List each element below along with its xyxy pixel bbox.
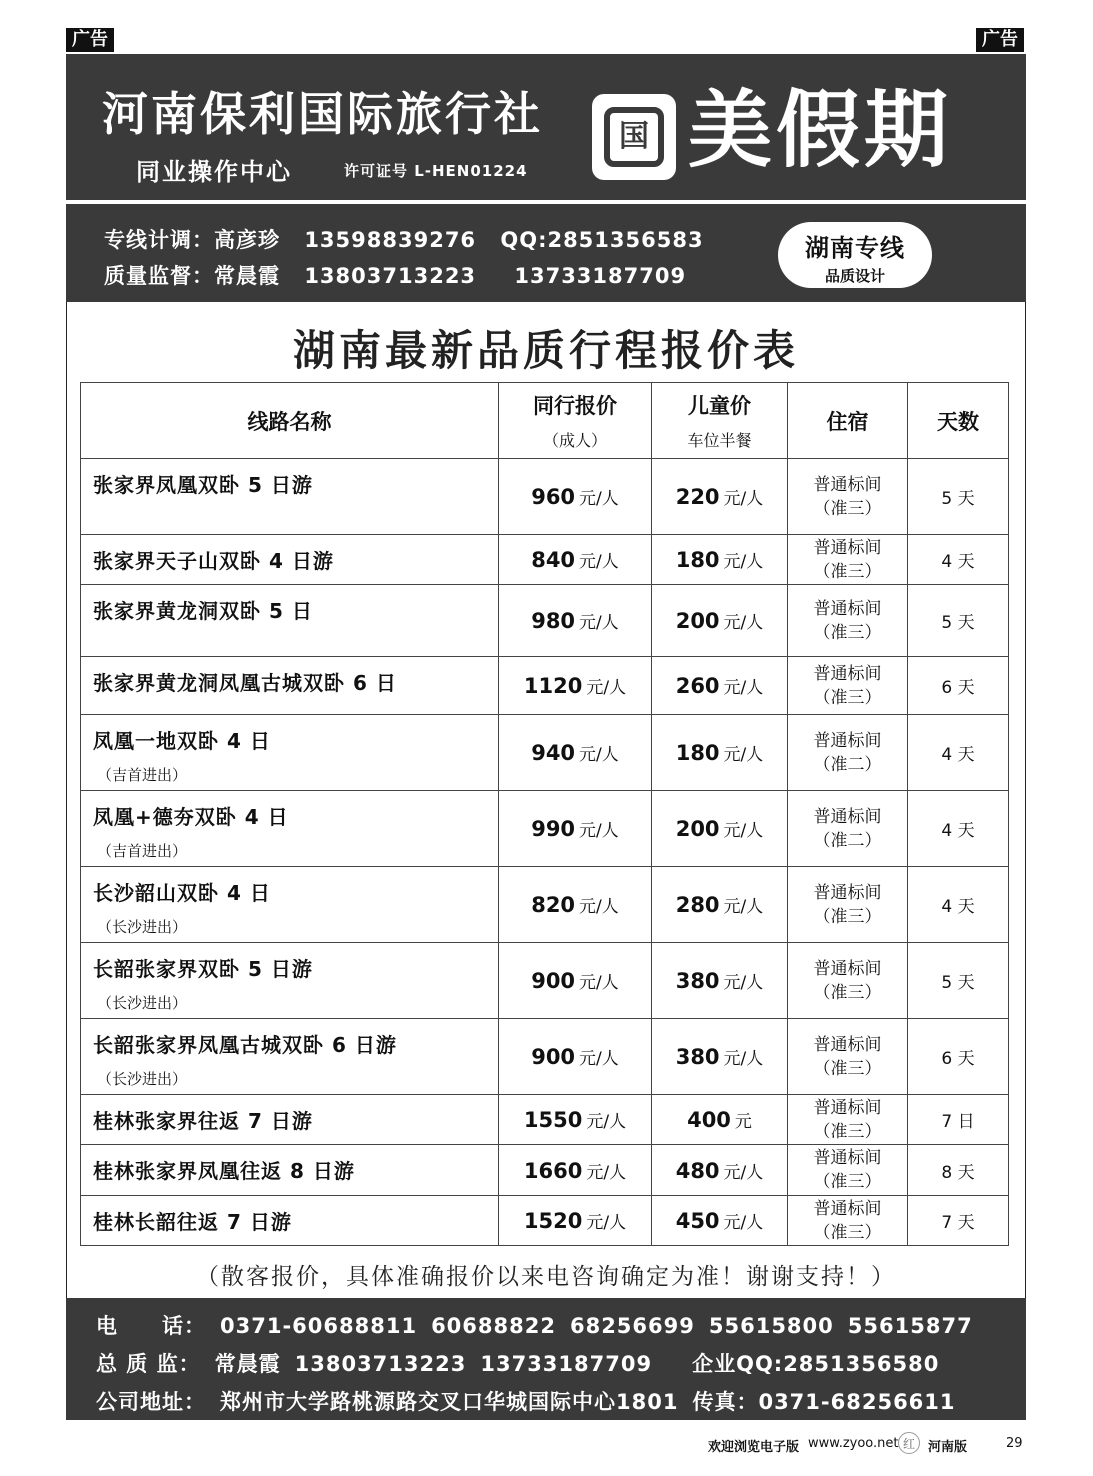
adult-price-unit: 元/人 — [579, 897, 619, 917]
footer-address: 郑州市大学路桃源路交叉口华城国际中心1801 — [220, 1390, 679, 1414]
table-row — [81, 657, 1009, 715]
stay-type: 普通标间 — [813, 1034, 882, 1055]
site-link[interactable]: www.zyoo.net — [808, 1436, 899, 1451]
contact-band — [66, 204, 1026, 302]
adult-price: 1120 — [523, 674, 583, 698]
adult-price: 960 — [531, 485, 576, 509]
footer-phone-4: 55615800 — [708, 1314, 834, 1338]
adult-price-cell — [499, 943, 652, 1019]
footer-enterprise-qq: 企业QQ:2851356580 — [692, 1352, 940, 1376]
footer-supervisor-phone-2: 13733187709 — [480, 1352, 653, 1376]
child-price-unit: 元/人 — [723, 897, 764, 917]
stay-cell — [788, 1019, 908, 1095]
quality-label: 质量监督：常晨霞 — [104, 264, 280, 288]
adult-price: 990 — [531, 817, 576, 841]
days-cell: 4 天 — [908, 535, 1009, 585]
route-name: 张家界黄龙洞凤凰古城双卧 6 日 — [93, 671, 397, 695]
welcome-text: 欢迎浏览电子版 — [708, 1440, 800, 1455]
adult-price: 900 — [531, 1045, 576, 1069]
page-number: 29 — [1006, 1436, 1023, 1451]
child-price-unit: 元/人 — [723, 489, 764, 509]
stay-type: 普通标间 — [813, 598, 882, 619]
stay-grade: （准三） — [813, 906, 882, 927]
header-child-price — [652, 383, 788, 459]
adult-price-unit: 元/人 — [579, 613, 619, 633]
child-price-cell — [652, 1095, 788, 1145]
stay-grade: （准三） — [813, 1222, 882, 1243]
route-name: 张家界天子山双卧 4 日游 — [93, 549, 334, 573]
route-cell — [81, 585, 499, 657]
stay-type: 普通标间 — [813, 1097, 882, 1118]
adult-price: 820 — [531, 893, 576, 917]
stay-cell — [788, 1196, 908, 1246]
route-cell — [81, 867, 499, 943]
adult-price: 1520 — [523, 1209, 583, 1233]
child-price-cell — [652, 1196, 788, 1246]
child-price-cell — [652, 459, 788, 535]
route-name: 凤凰一地双卧 4 日 — [93, 729, 271, 753]
child-price-unit: 元/人 — [723, 1049, 764, 1069]
stay-type: 普通标间 — [813, 537, 882, 558]
table-row — [81, 459, 1009, 535]
route-name: 桂林张家界凤凰往返 8 日游 — [93, 1159, 355, 1183]
days-cell: 8 天 — [908, 1145, 1009, 1196]
table-row — [81, 943, 1009, 1019]
adult-price: 900 — [531, 969, 576, 993]
price-footnote: （散客报价，具体准确报价以来电咨询确定为准！谢谢支持！） — [196, 1264, 896, 1290]
table-row — [81, 535, 1009, 585]
stay-grade: （准三） — [813, 498, 882, 519]
red-circle-icon: 红 — [898, 1432, 920, 1454]
stay-cell — [788, 657, 908, 715]
route-cell — [81, 943, 499, 1019]
days-cell: 4 天 — [908, 715, 1009, 791]
days-cell: 5 天 — [908, 943, 1009, 1019]
child-price-cell — [652, 1019, 788, 1095]
child-price-unit: 元/人 — [723, 613, 764, 633]
stay-type: 普通标间 — [813, 958, 882, 979]
adult-price-unit: 元/人 — [579, 745, 619, 765]
child-price: 180 — [675, 548, 720, 572]
route-name: 长沙韶山双卧 4 日 — [93, 881, 271, 905]
child-price-cell — [652, 867, 788, 943]
child-price-cell — [652, 1145, 788, 1196]
child-price: 280 — [675, 893, 720, 917]
price-table — [80, 382, 1009, 1246]
route-cell — [81, 657, 499, 715]
adult-price: 840 — [531, 548, 576, 572]
stay-cell — [788, 1145, 908, 1196]
license-number: 许可证号 L-HEN01224 — [344, 162, 528, 180]
child-price: 200 — [675, 817, 720, 841]
adult-price-unit: 元/人 — [579, 552, 619, 572]
child-price-unit: 元/人 — [723, 821, 764, 841]
route-name: 长韶张家界凤凰古城双卧 6 日游 — [93, 1033, 397, 1057]
footer-phone-line — [96, 1310, 987, 1340]
ad-label-left: 广告 — [66, 28, 114, 52]
quality-phone-2: 13733187709 — [514, 264, 687, 288]
stay-type: 普通标间 — [813, 474, 882, 495]
child-price: 380 — [675, 969, 720, 993]
child-price-cell — [652, 657, 788, 715]
header-child-price-sub: 车位半餐 — [687, 431, 752, 450]
adult-price-cell — [499, 657, 652, 715]
hunan-line-badge — [778, 222, 932, 288]
header-child-price-label: 儿童价 — [688, 394, 751, 418]
contact-line-2 — [104, 260, 702, 290]
stay-type: 普通标间 — [813, 730, 882, 751]
adult-price-cell — [499, 1019, 652, 1095]
stay-grade: （准三） — [813, 687, 882, 708]
days-cell: 6 天 — [908, 657, 1009, 715]
stay-grade: （准三） — [813, 1172, 882, 1192]
stay-cell — [788, 867, 908, 943]
footer-supervisor-name: 常晨霞 — [214, 1352, 281, 1376]
route-cell — [81, 1196, 499, 1246]
child-price: 260 — [675, 674, 720, 698]
days-cell: 5 天 — [908, 459, 1009, 535]
table-row — [81, 715, 1009, 791]
route-name: 张家界凤凰双卧 5 日游 — [93, 473, 313, 497]
stay-type: 普通标间 — [813, 806, 882, 827]
child-price: 380 — [675, 1045, 720, 1069]
stay-cell — [788, 715, 908, 791]
adult-price-cell — [499, 585, 652, 657]
table-row — [81, 867, 1009, 943]
stay-cell — [788, 535, 908, 585]
stay-cell — [788, 459, 908, 535]
planner-phone: 13598839276 — [304, 228, 477, 252]
route-note: （长沙进出） — [97, 1070, 188, 1088]
adult-price: 1660 — [523, 1158, 583, 1183]
badge-title: 湖南专线 — [805, 234, 905, 262]
route-cell — [81, 535, 499, 585]
table-row — [81, 1019, 1009, 1095]
footer-phone-1: 0371-60688811 — [220, 1314, 418, 1338]
footer-supervisor-phone-1: 13803713223 — [294, 1352, 467, 1376]
table-row — [81, 1145, 1009, 1196]
route-name: 桂林长韶往返 7 日游 — [93, 1210, 292, 1234]
stay-grade: （准三） — [813, 982, 882, 1003]
stay-type: 普通标间 — [813, 882, 882, 903]
days-cell: 5 天 — [908, 585, 1009, 657]
footer-phone-label: 电 话： — [96, 1314, 206, 1338]
edition-label: 河南版 — [928, 1440, 968, 1455]
adult-price-unit: 元/人 — [586, 1213, 627, 1233]
route-cell — [81, 459, 499, 535]
header-stay: 住宿 — [788, 383, 908, 459]
stay-grade: （准三） — [813, 622, 882, 643]
route-note: （长沙进出） — [97, 994, 188, 1012]
child-price-cell — [652, 943, 788, 1019]
brand-name: 美假期 — [688, 81, 953, 179]
adult-price: 940 — [531, 741, 576, 765]
adult-price-unit: 元/人 — [586, 1112, 627, 1132]
table-row — [81, 1095, 1009, 1145]
adult-price-cell — [499, 1196, 652, 1246]
stay-type: 普通标间 — [813, 1148, 882, 1168]
days-cell: 7 天 — [908, 1196, 1009, 1246]
header-peer-price — [499, 383, 652, 459]
logo-glyph: 国 — [604, 107, 664, 167]
child-price: 180 — [675, 741, 720, 765]
adult-price-unit: 元/人 — [579, 821, 619, 841]
footer-supervisor-line — [96, 1348, 953, 1378]
adult-price-unit: 元/人 — [579, 973, 619, 993]
adult-price-unit: 元/人 — [586, 678, 627, 698]
child-price: 480 — [675, 1158, 720, 1183]
header-banner — [66, 54, 1026, 200]
footer-band — [66, 1298, 1026, 1420]
contact-line-1 — [104, 224, 720, 254]
footer-phone-3: 68256699 — [569, 1314, 695, 1338]
table-row — [81, 791, 1009, 867]
stay-type: 普通标间 — [813, 663, 882, 684]
route-note: （长沙进出） — [97, 918, 188, 936]
adult-price-cell — [499, 867, 652, 943]
footer-address-line — [96, 1386, 970, 1416]
brand-logo-icon — [592, 94, 676, 180]
ad-label-right: 广告 — [976, 28, 1024, 52]
header-days: 天数 — [908, 383, 1009, 459]
stay-cell — [788, 791, 908, 867]
planner-label: 专线计调：高彦珍 — [104, 228, 280, 252]
stay-cell — [788, 1095, 908, 1145]
stay-grade: （准二） — [813, 830, 882, 851]
child-price: 220 — [675, 485, 720, 509]
child-price-cell — [652, 585, 788, 657]
child-price-unit: 元/人 — [723, 678, 764, 698]
route-name: 桂林张家界往返 7 日游 — [93, 1109, 313, 1133]
stay-grade: （准三） — [813, 1121, 882, 1142]
header-peer-price-label: 同行报价 — [533, 394, 617, 418]
stay-grade: （准三） — [813, 561, 882, 582]
days-cell: 6 天 — [908, 1019, 1009, 1095]
route-cell — [81, 1095, 499, 1145]
planner-qq: QQ:2851356583 — [500, 228, 704, 252]
adult-price-cell — [499, 791, 652, 867]
adult-price-cell — [499, 715, 652, 791]
stay-grade: （准二） — [813, 754, 882, 775]
header-peer-price-sub: （成人） — [542, 431, 607, 450]
footer-fax: 传真：0371-68256611 — [692, 1390, 956, 1414]
route-cell — [81, 715, 499, 791]
footer-address-label: 公司地址： — [96, 1390, 206, 1414]
agency-name: 河南保利国际旅行社 — [102, 87, 543, 141]
route-note: （吉首进出） — [97, 842, 188, 860]
route-name: 长韶张家界双卧 5 日游 — [93, 957, 313, 981]
route-name: 张家界黄龙洞双卧 5 日 — [93, 599, 313, 623]
days-cell: 4 天 — [908, 867, 1009, 943]
child-price-cell — [652, 535, 788, 585]
route-name: 凤凰+德夯双卧 4 日 — [93, 805, 289, 829]
adult-price: 980 — [531, 609, 576, 633]
adult-price-cell — [499, 535, 652, 585]
badge-subtitle: 品质设计 — [824, 267, 885, 285]
child-price-cell — [652, 715, 788, 791]
stay-cell — [788, 943, 908, 1019]
footer-phone-5: 55615877 — [847, 1314, 973, 1338]
table-row — [81, 585, 1009, 657]
adult-price-unit: 元/人 — [579, 489, 619, 509]
adult-price-cell — [499, 459, 652, 535]
stay-cell — [788, 585, 908, 657]
table-header-row — [81, 383, 1009, 459]
stay-grade: （准三） — [813, 1058, 882, 1079]
child-price: 400 — [687, 1108, 731, 1132]
footer-supervisor-label: 总 质 监： — [96, 1352, 201, 1376]
child-price-unit: 元/人 — [723, 745, 764, 765]
child-price: 450 — [675, 1209, 720, 1233]
days-cell: 4 天 — [908, 791, 1009, 867]
adult-price-unit: 元/人 — [586, 1162, 627, 1183]
adult-price-cell — [499, 1145, 652, 1196]
route-note: （吉首进出） — [97, 766, 188, 784]
quality-phone-1: 13803713223 — [304, 264, 477, 288]
child-price-cell — [652, 791, 788, 867]
table-row — [81, 1196, 1009, 1246]
table-title: 湖南最新品质行程报价表 — [292, 326, 799, 375]
route-cell — [81, 791, 499, 867]
stay-type: 普通标间 — [813, 1198, 882, 1219]
child-price-unit: 元/人 — [723, 1213, 764, 1233]
footer-phone-2: 60688822 — [431, 1314, 556, 1338]
child-price-unit: 元/人 — [723, 973, 764, 993]
route-cell — [81, 1145, 499, 1196]
child-price: 200 — [675, 609, 720, 633]
child-price-unit: 元 — [734, 1112, 752, 1132]
child-price-unit: 元/人 — [723, 1162, 764, 1183]
header-route: 线路名称 — [81, 383, 499, 459]
center-name: 同业操作中心 — [136, 158, 292, 186]
child-price-unit: 元/人 — [723, 552, 764, 572]
days-cell: 7 日 — [908, 1095, 1009, 1145]
adult-price: 1550 — [523, 1108, 583, 1132]
adult-price-unit: 元/人 — [579, 1049, 619, 1069]
route-cell — [81, 1019, 499, 1095]
adult-price-cell — [499, 1095, 652, 1145]
